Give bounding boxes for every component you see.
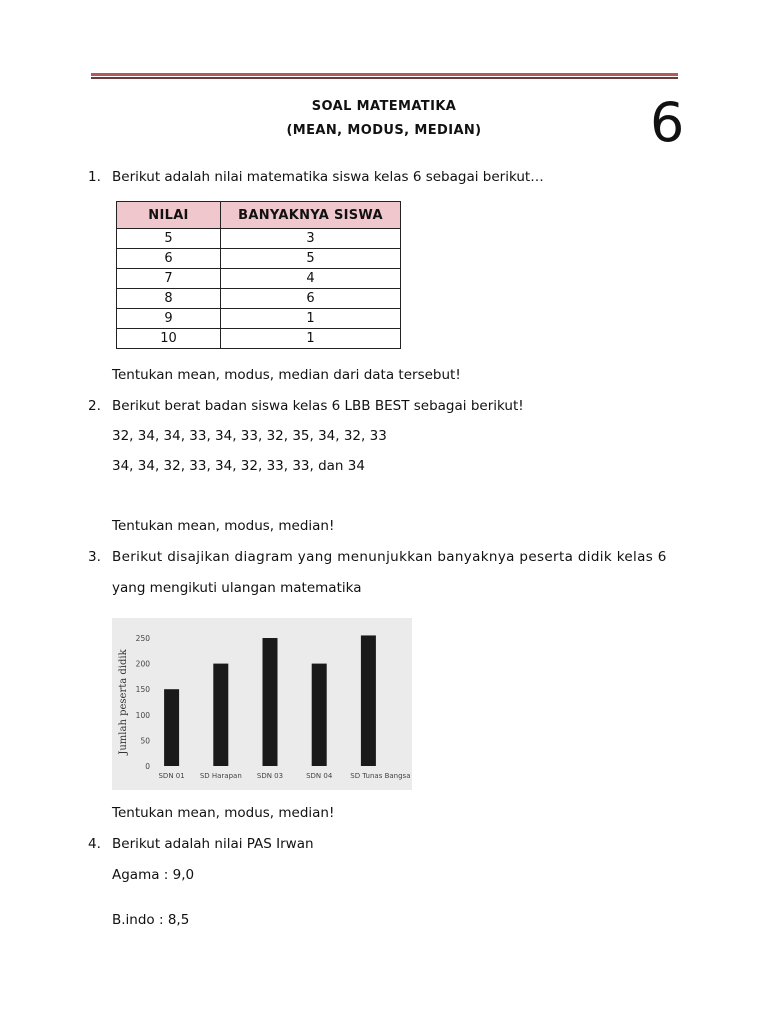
q4-item-agama: Agama : 9,0 [112,867,195,883]
table-cell: 1 [221,309,401,329]
table-row [117,249,401,269]
y-tick-label: 50 [140,736,150,746]
table-cell: 5 [117,229,221,249]
table-row [117,229,401,249]
table-header-nilai: NILAI [117,202,221,229]
y-tick-label: 100 [135,710,150,720]
q2-number: 2. [88,398,101,414]
q2-data-line1: 32, 34, 34, 33, 34, 33, 32, 35, 34, 32, 33 [112,428,387,444]
header-rule [91,73,678,76]
bar [213,664,228,766]
y-tick-label: 0 [145,762,150,771]
bar [312,664,327,766]
q2-instruction: Tentukan mean, modus, median! [112,518,335,534]
table-row [117,309,401,329]
q4-number: 4. [88,836,101,852]
y-tick-label: 250 [135,634,150,643]
x-tick-label: SDN 04 [306,772,333,780]
bar [361,635,376,766]
score-table [116,201,401,349]
table-cell: 10 [117,329,221,349]
q3-text-line2: yang mengikuti ulangan matematika [112,580,362,596]
header-rule-dark [91,77,678,79]
x-tick-label: SD Harapan [199,772,242,780]
table-cell: 4 [221,269,401,289]
table-header-row [117,202,401,229]
bar [263,638,278,766]
y-tick-label: 150 [135,685,150,695]
table-cell: 1 [221,329,401,349]
q3-instruction: Tentukan mean, modus, median! [112,805,335,821]
bar [164,689,179,766]
q3-text-line1: Berikut disajikan diagram yang menunjukkan banyaknya peserta didik kelas 6 [112,549,667,565]
x-tick-label: SD Tunas Bangsa [350,772,411,780]
x-tick-label: SDN 01 [158,772,185,780]
table-cell: 6 [221,289,401,309]
table-header-banyaknya: BANYAKNYA SISWA [221,202,401,229]
bar-chart [112,618,412,790]
x-tick-label: SDN 03 [256,772,284,780]
table-cell: 6 [117,249,221,269]
q1-number: 1. [88,169,101,185]
bar-chart-svg [112,618,412,790]
q2-data-line2: 34, 34, 32, 33, 34, 32, 33, 33, dan 34 [112,458,365,474]
page-number: 6 [650,91,685,154]
y-tick-label: 200 [135,659,150,669]
table-row [117,289,401,309]
table-cell: 7 [117,269,221,289]
q4-item-bindo: B.indo : 8,5 [112,912,190,928]
q3-number: 3. [88,549,101,565]
q4-text: Berikut adalah nilai PAS Irwan [112,836,314,852]
q1-text: Berikut adalah nilai matematika siswa kelas 6 sebagai berikut… [112,169,544,185]
q2-text: Berikut berat badan siswa kelas 6 LBB BEST sebagai berikut! [112,398,524,414]
table-cell: 9 [117,309,221,329]
table-cell: 5 [221,249,401,269]
q1-instruction: Tentukan mean, modus, median dari data tersebut! [112,367,461,383]
table-row [117,329,401,349]
table-row [117,269,401,289]
doc-title: SOAL MATEMATIKA [311,99,457,114]
y-axis-label: Jumlah peserta didik [118,649,129,755]
table-cell: 8 [117,289,221,309]
doc-subtitle: (MEAN, MODUS, MEDIAN) [286,123,482,138]
table-cell: 3 [221,229,401,249]
